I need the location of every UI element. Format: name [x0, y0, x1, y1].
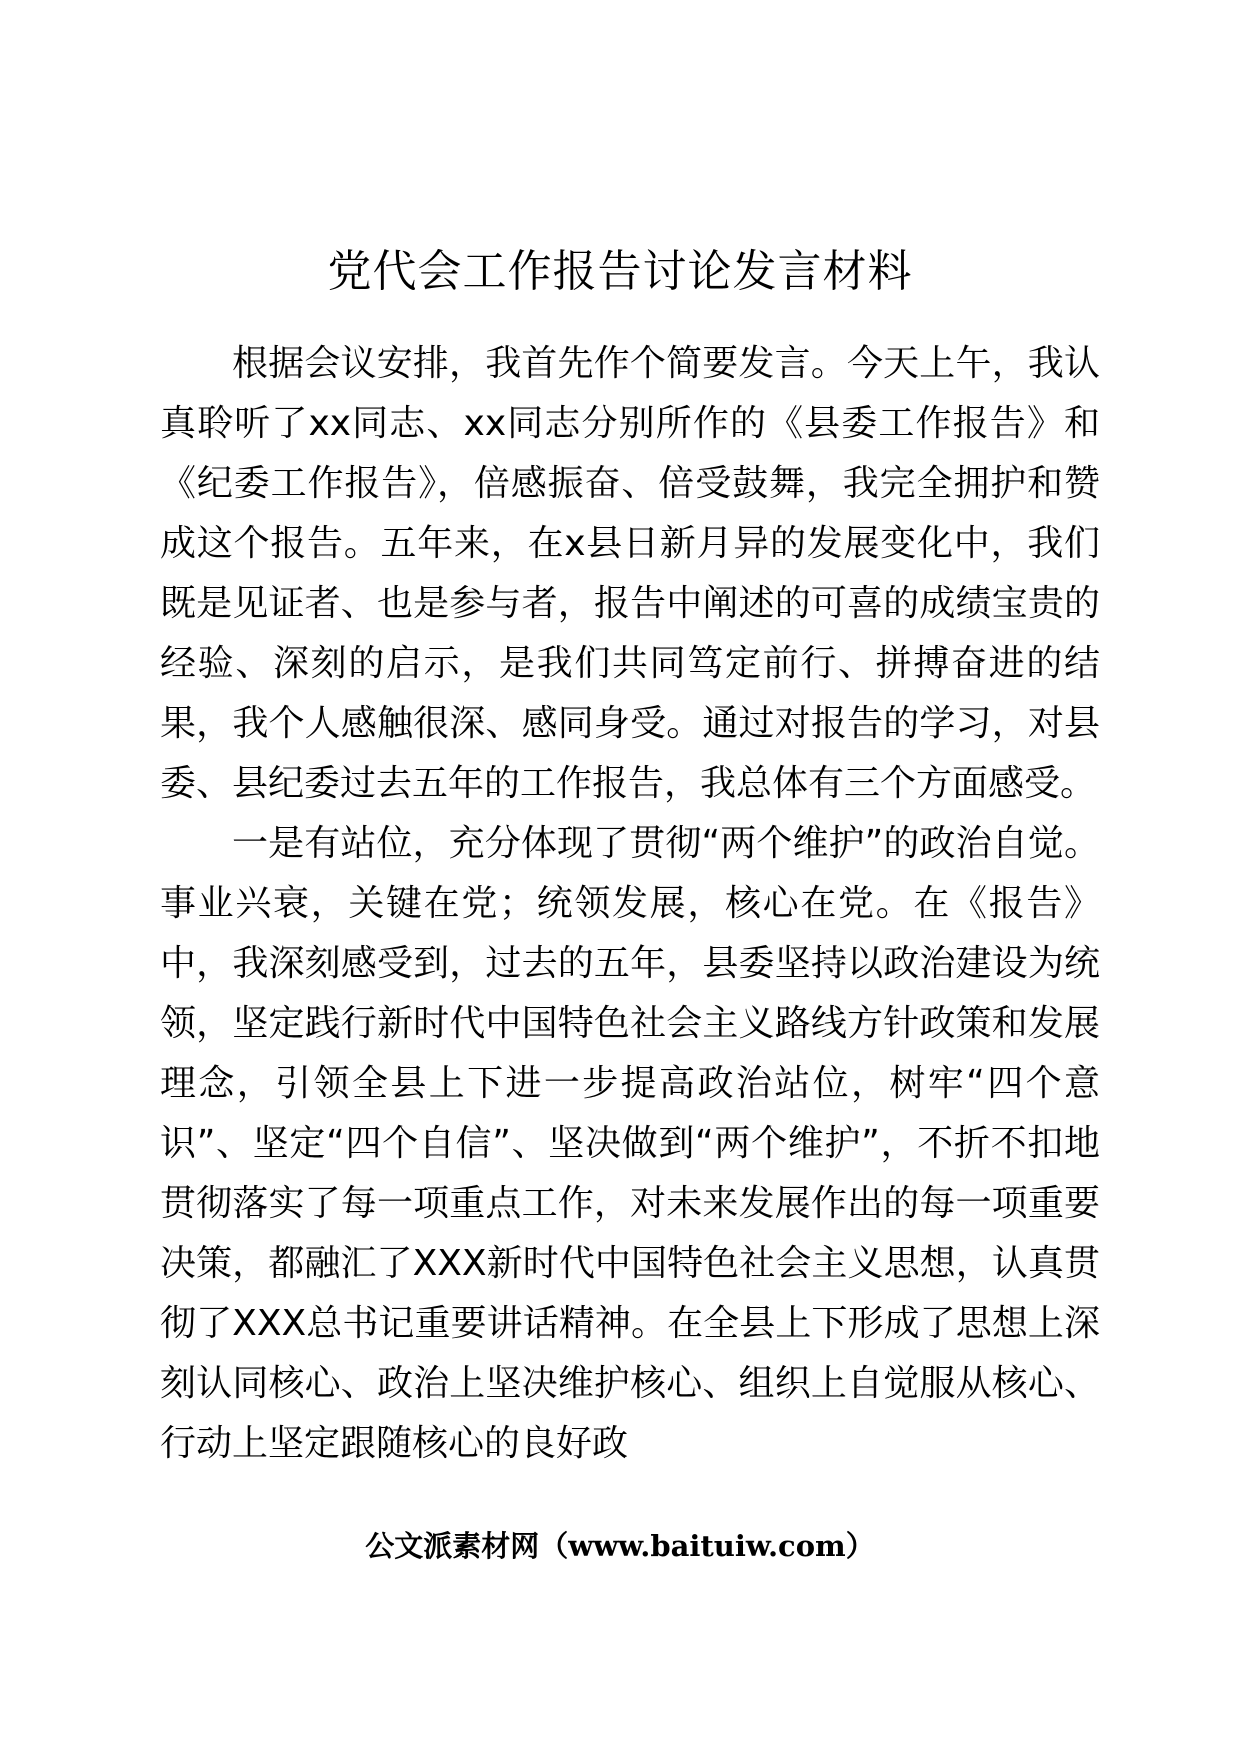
watermark-footer: 公文派素材网（www.baituiw.com）: [365, 1529, 875, 1563]
paragraph-point-one: 一是有站位，充分体现了贯彻“两个维护”的政治自觉。事业兴衰，关键在党；统领发展，核心在党。在《报告》中，我深刻感受到，过去的五年，县委坚持以政治建设为统领，坚定践行新时代中国特色社会主义路线方针政策和发展理念，引领全县上下进一步提高政治站位，树牢“四个意识”、坚定“四个自信”、坚决做到“两个维护”，不折不扣地贯彻落实了每一项重点工作，对未来发展作出的每一项重要决策，都融汇了XXX新时代中国特色社会主义思想，认真贯彻了XXX总书记重要讲话精神。在全县上下形成了思想上深刻认同核心、政治上坚决维护核心、组织上自觉服从核心、行动上坚定跟随核心的良好政: [160, 823, 1100, 1464]
document-body: [160, 334, 1100, 1474]
document-title: 党代会工作报告讨论发言材料: [327, 246, 913, 297]
paragraph-intro: 根据会议安排，我首先作个简要发言。今天上午，我认真聆听了xx同志、xx同志分别所作的《县委工作报告》和《纪委工作报告》，倍感振奋、倍受鼓舞，我完全拥护和赞成这个报告。五年来，在x县日新月异的发展变化中，我们既是见证者、也是参与者，报告中阐述的可喜的成绩宝贵的经验、深刻的启示，是我们共同笃定前行、拼搏奋进的结果，我个人感触很深、感同身受。通过对报告的学习，对县委、县纪委过去五年的工作报告，我总体有三个方面感受。: [160, 343, 1100, 804]
